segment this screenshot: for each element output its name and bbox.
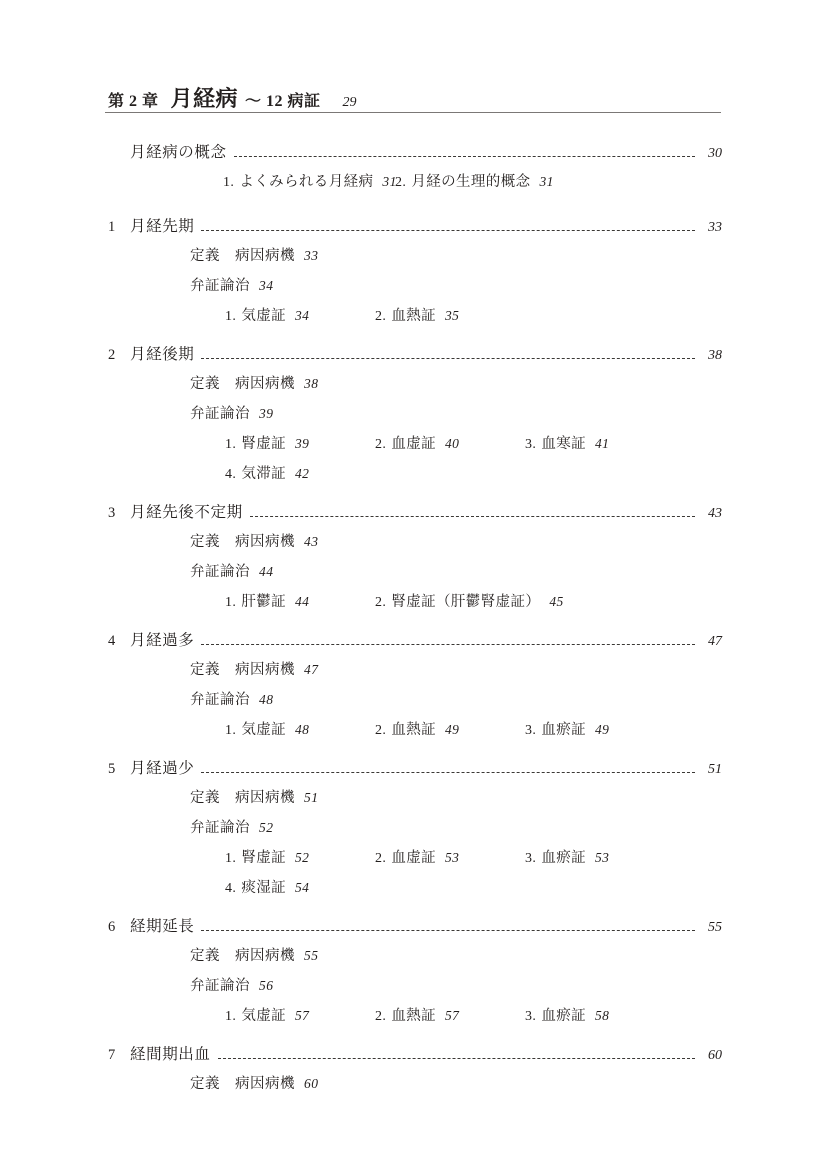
toc-sub-definition-1-text: 定義 病因病機	[190, 248, 295, 264]
toc-entry-1-number: 1	[108, 219, 116, 235]
toc-item-page: 49	[595, 722, 610, 737]
toc-entry-5-title: 月経過少	[130, 760, 195, 777]
toc-item-number: 1.	[225, 595, 237, 610]
toc-item-page: 53	[445, 850, 460, 865]
toc-item-number: 1.	[225, 723, 237, 738]
toc-sub-treatment-5-page: 52	[259, 820, 274, 835]
toc-item-label: 血熱証	[391, 722, 437, 738]
toc-item[interactable]	[225, 1004, 309, 1025]
toc-item-number: 1.	[225, 851, 237, 866]
toc-sub-definition-1-page: 33	[304, 248, 319, 263]
toc-sub-definition-6-text: 定義 病因病機	[190, 948, 295, 964]
spacer	[0, 1102, 830, 1110]
toc-item-label: 痰湿証	[241, 880, 287, 896]
toc-entry-3-number: 3	[108, 505, 116, 521]
toc-item-label: 気滞証	[241, 466, 287, 482]
toc-item-page: 45	[549, 594, 564, 609]
toc-item-page: 40	[445, 436, 460, 451]
toc-item[interactable]	[375, 432, 459, 453]
toc-sub-treatment-6-text: 弁証論治	[190, 978, 250, 994]
toc-item[interactable]	[225, 718, 309, 739]
toc-entry-6-number: 6	[108, 919, 116, 935]
toc-item-number: 3.	[525, 851, 537, 866]
header-divider	[105, 112, 721, 113]
toc-item-row	[0, 590, 830, 620]
toc-entry-3[interactable]	[108, 500, 722, 530]
toc-item[interactable]	[375, 590, 564, 611]
toc-item[interactable]	[375, 304, 459, 325]
dash-leader	[201, 643, 695, 645]
toc-entry-2-page: 38	[708, 348, 722, 363]
toc-item-number: 4.	[225, 467, 237, 482]
toc-sub-treatment-2-text: 弁証論治	[190, 406, 250, 422]
toc-entry-7-number: 7	[108, 1047, 116, 1063]
toc-sub-treatment-1-text: 弁証論治	[190, 278, 250, 294]
toc-sub-treatment-2-page: 39	[259, 406, 274, 421]
toc-item[interactable]	[375, 1004, 459, 1025]
toc-item-page: 54	[295, 880, 310, 895]
toc-list	[0, 140, 830, 1110]
toc-entry-4-page: 47	[708, 634, 722, 649]
toc-sub-treatment-3	[190, 560, 830, 590]
toc-item-label: 月経の生理的概念	[411, 174, 531, 190]
toc-sub-treatment-3-page: 44	[259, 564, 274, 579]
dash-leader	[218, 1057, 695, 1059]
toc-item[interactable]	[223, 170, 397, 191]
toc-item[interactable]	[225, 846, 309, 867]
toc-entry-2[interactable]	[108, 342, 722, 372]
toc-sub-treatment-1	[190, 274, 830, 304]
toc-item-number: 1.	[225, 309, 237, 324]
toc-entry-1-page: 33	[708, 220, 722, 235]
toc-item-row	[0, 304, 830, 334]
toc-item-page: 39	[295, 436, 310, 451]
toc-sub-definition-5-page: 51	[304, 790, 319, 805]
toc-item[interactable]	[525, 718, 609, 739]
toc-item-label: 血熱証	[391, 308, 437, 324]
toc-item-row	[0, 846, 830, 876]
toc-item-page: 57	[295, 1008, 310, 1023]
toc-sub-definition-5	[190, 786, 830, 816]
toc-sub-definition-1	[190, 244, 830, 274]
spacer	[0, 492, 830, 500]
toc-item-row	[0, 1004, 830, 1034]
toc-entry-intro[interactable]	[108, 140, 722, 170]
toc-entry-3-page: 43	[708, 506, 722, 521]
toc-item[interactable]	[225, 876, 309, 897]
toc-entry-6[interactable]	[108, 914, 722, 944]
toc-item-label: 腎虚証（肝鬱腎虚証）	[391, 594, 541, 610]
toc-item[interactable]	[225, 304, 309, 325]
toc-entry-1[interactable]	[108, 214, 722, 244]
toc-sub-definition-7-text: 定義 病因病機	[190, 1076, 295, 1092]
toc-item[interactable]	[525, 846, 609, 867]
toc-entry-3-title: 月経先後不定期	[130, 504, 243, 521]
toc-sub-definition-2-text: 定義 病因病機	[190, 376, 295, 392]
toc-item[interactable]	[395, 170, 554, 191]
spacer	[0, 748, 830, 756]
toc-item-number: 4.	[225, 881, 237, 896]
spacer	[0, 1034, 830, 1042]
toc-sub-definition-5-text: 定義 病因病機	[190, 790, 295, 806]
toc-item-number: 1.	[223, 175, 235, 190]
toc-sub-definition-6	[190, 944, 830, 974]
toc-sub-treatment-6	[190, 974, 830, 1004]
toc-sub-definition-3	[190, 530, 830, 560]
toc-entry-6-title: 経期延長	[130, 918, 195, 935]
chapter-subtitle: 〜 12 病証	[245, 93, 321, 110]
toc-item-label: 血瘀証	[541, 1008, 587, 1024]
toc-sub-definition-2	[190, 372, 830, 402]
toc-item[interactable]	[225, 432, 309, 453]
toc-sub-definition-4-page: 47	[304, 662, 319, 677]
toc-sub-definition-7-page: 60	[304, 1076, 319, 1091]
toc-item-label: 血瘀証	[541, 722, 587, 738]
toc-item-page: 53	[595, 850, 610, 865]
toc-item-label: 気虚証	[241, 1008, 287, 1024]
toc-entry-4-title: 月経過多	[130, 632, 195, 649]
dash-leader	[250, 515, 695, 517]
toc-sub-treatment-2	[190, 402, 830, 432]
toc-item-page: 44	[295, 594, 310, 609]
toc-item-row	[0, 718, 830, 748]
toc-sub-definition-4	[190, 658, 830, 688]
toc-item[interactable]	[375, 718, 459, 739]
toc-sub-definition-3-page: 43	[304, 534, 319, 549]
toc-item-page: 34	[295, 308, 310, 323]
toc-item-row	[0, 170, 830, 200]
toc-entry-2-number: 2	[108, 347, 116, 363]
toc-sub-definition-4-text: 定義 病因病機	[190, 662, 295, 678]
toc-item-page: 57	[445, 1008, 460, 1023]
toc-entry-7-page: 60	[708, 1048, 722, 1063]
toc-item-page: 48	[295, 722, 310, 737]
toc-item-number: 3.	[525, 1009, 537, 1024]
toc-item-row	[0, 462, 830, 492]
dash-leader	[201, 229, 695, 231]
toc-item-number: 2.	[375, 723, 387, 738]
toc-item-label: 血寒証	[541, 436, 587, 452]
toc-sub-treatment-4-text: 弁証論治	[190, 692, 250, 708]
toc-item-page: 31	[382, 174, 397, 189]
spacer	[0, 906, 830, 914]
toc-item[interactable]	[375, 846, 459, 867]
toc-entry-4[interactable]	[108, 628, 722, 658]
toc-item-page: 49	[445, 722, 460, 737]
toc-item-number: 1.	[225, 1009, 237, 1024]
toc-item-row	[0, 432, 830, 462]
toc-item-number: 2.	[375, 595, 387, 610]
dash-leader	[201, 357, 695, 359]
toc-entry-5-number: 5	[108, 761, 116, 777]
toc-item-label: 腎虚証	[241, 436, 287, 452]
toc-entry-2-title: 月経後期	[130, 346, 195, 363]
toc-item-page: 41	[595, 436, 610, 451]
toc-item-number: 2.	[375, 1009, 387, 1024]
chapter-header	[108, 82, 722, 112]
toc-item[interactable]	[525, 432, 609, 453]
toc-sub-treatment-3-text: 弁証論治	[190, 564, 250, 580]
toc-entry-intro-title: 月経病の概念	[130, 144, 227, 161]
toc-item-number: 3.	[525, 437, 537, 452]
chapter-label: 第 2 章	[108, 93, 159, 110]
toc-sub-treatment-4	[190, 688, 830, 718]
toc-entry-5-page: 51	[708, 762, 722, 777]
toc-entry-1-title: 月経先期	[130, 218, 195, 235]
dash-leader	[201, 771, 695, 773]
toc-sub-treatment-5-text: 弁証論治	[190, 820, 250, 836]
spacer	[0, 200, 830, 214]
toc-item-page: 52	[295, 850, 310, 865]
toc-item-label: 気虚証	[241, 308, 287, 324]
toc-item-page: 35	[445, 308, 460, 323]
toc-item-label: 腎虚証	[241, 850, 287, 866]
toc-item-number: 2.	[375, 851, 387, 866]
toc-item-number: 3.	[525, 723, 537, 738]
toc-entry-7-title: 経間期出血	[130, 1046, 211, 1063]
toc-item-label: 肝鬱証	[241, 594, 287, 610]
toc-item-page: 58	[595, 1008, 610, 1023]
toc-item-row	[0, 876, 830, 906]
toc-item-number: 2.	[375, 437, 387, 452]
spacer	[0, 334, 830, 342]
dash-leader	[201, 929, 695, 931]
dash-leader	[234, 155, 695, 157]
toc-item[interactable]	[525, 1004, 609, 1025]
chapter-title: 月経病	[170, 86, 239, 111]
toc-entry-6-page: 55	[708, 920, 722, 935]
toc-entry-5[interactable]	[108, 756, 722, 786]
toc-item-number: 2.	[395, 175, 407, 190]
toc-entry-7[interactable]	[108, 1042, 722, 1072]
toc-item-page: 31	[539, 174, 554, 189]
toc-item-label: 血虚証	[391, 850, 437, 866]
toc-item-number: 1.	[225, 437, 237, 452]
toc-item-label: 血熱証	[391, 1008, 437, 1024]
toc-item-page: 42	[295, 466, 310, 481]
toc-item-label: 血瘀証	[541, 850, 587, 866]
chapter-page-number: 29	[342, 95, 357, 110]
toc-sub-treatment-5	[190, 816, 830, 846]
toc-sub-treatment-4-page: 48	[259, 692, 274, 707]
toc-item-label: 気虚証	[241, 722, 287, 738]
toc-sub-treatment-6-page: 56	[259, 978, 274, 993]
toc-item[interactable]	[225, 462, 309, 483]
toc-item-number: 2.	[375, 309, 387, 324]
toc-sub-definition-6-page: 55	[304, 948, 319, 963]
toc-entry-intro-page: 30	[708, 146, 722, 161]
spacer	[0, 620, 830, 628]
toc-sub-definition-2-page: 38	[304, 376, 319, 391]
toc-item-label: よくみられる月経病	[239, 174, 374, 190]
toc-sub-definition-7	[190, 1072, 830, 1102]
toc-sub-treatment-1-page: 34	[259, 278, 274, 293]
toc-entry-4-number: 4	[108, 633, 116, 649]
toc-sub-definition-3-text: 定義 病因病機	[190, 534, 295, 550]
toc-item-label: 血虚証	[391, 436, 437, 452]
toc-item[interactable]	[225, 590, 309, 611]
